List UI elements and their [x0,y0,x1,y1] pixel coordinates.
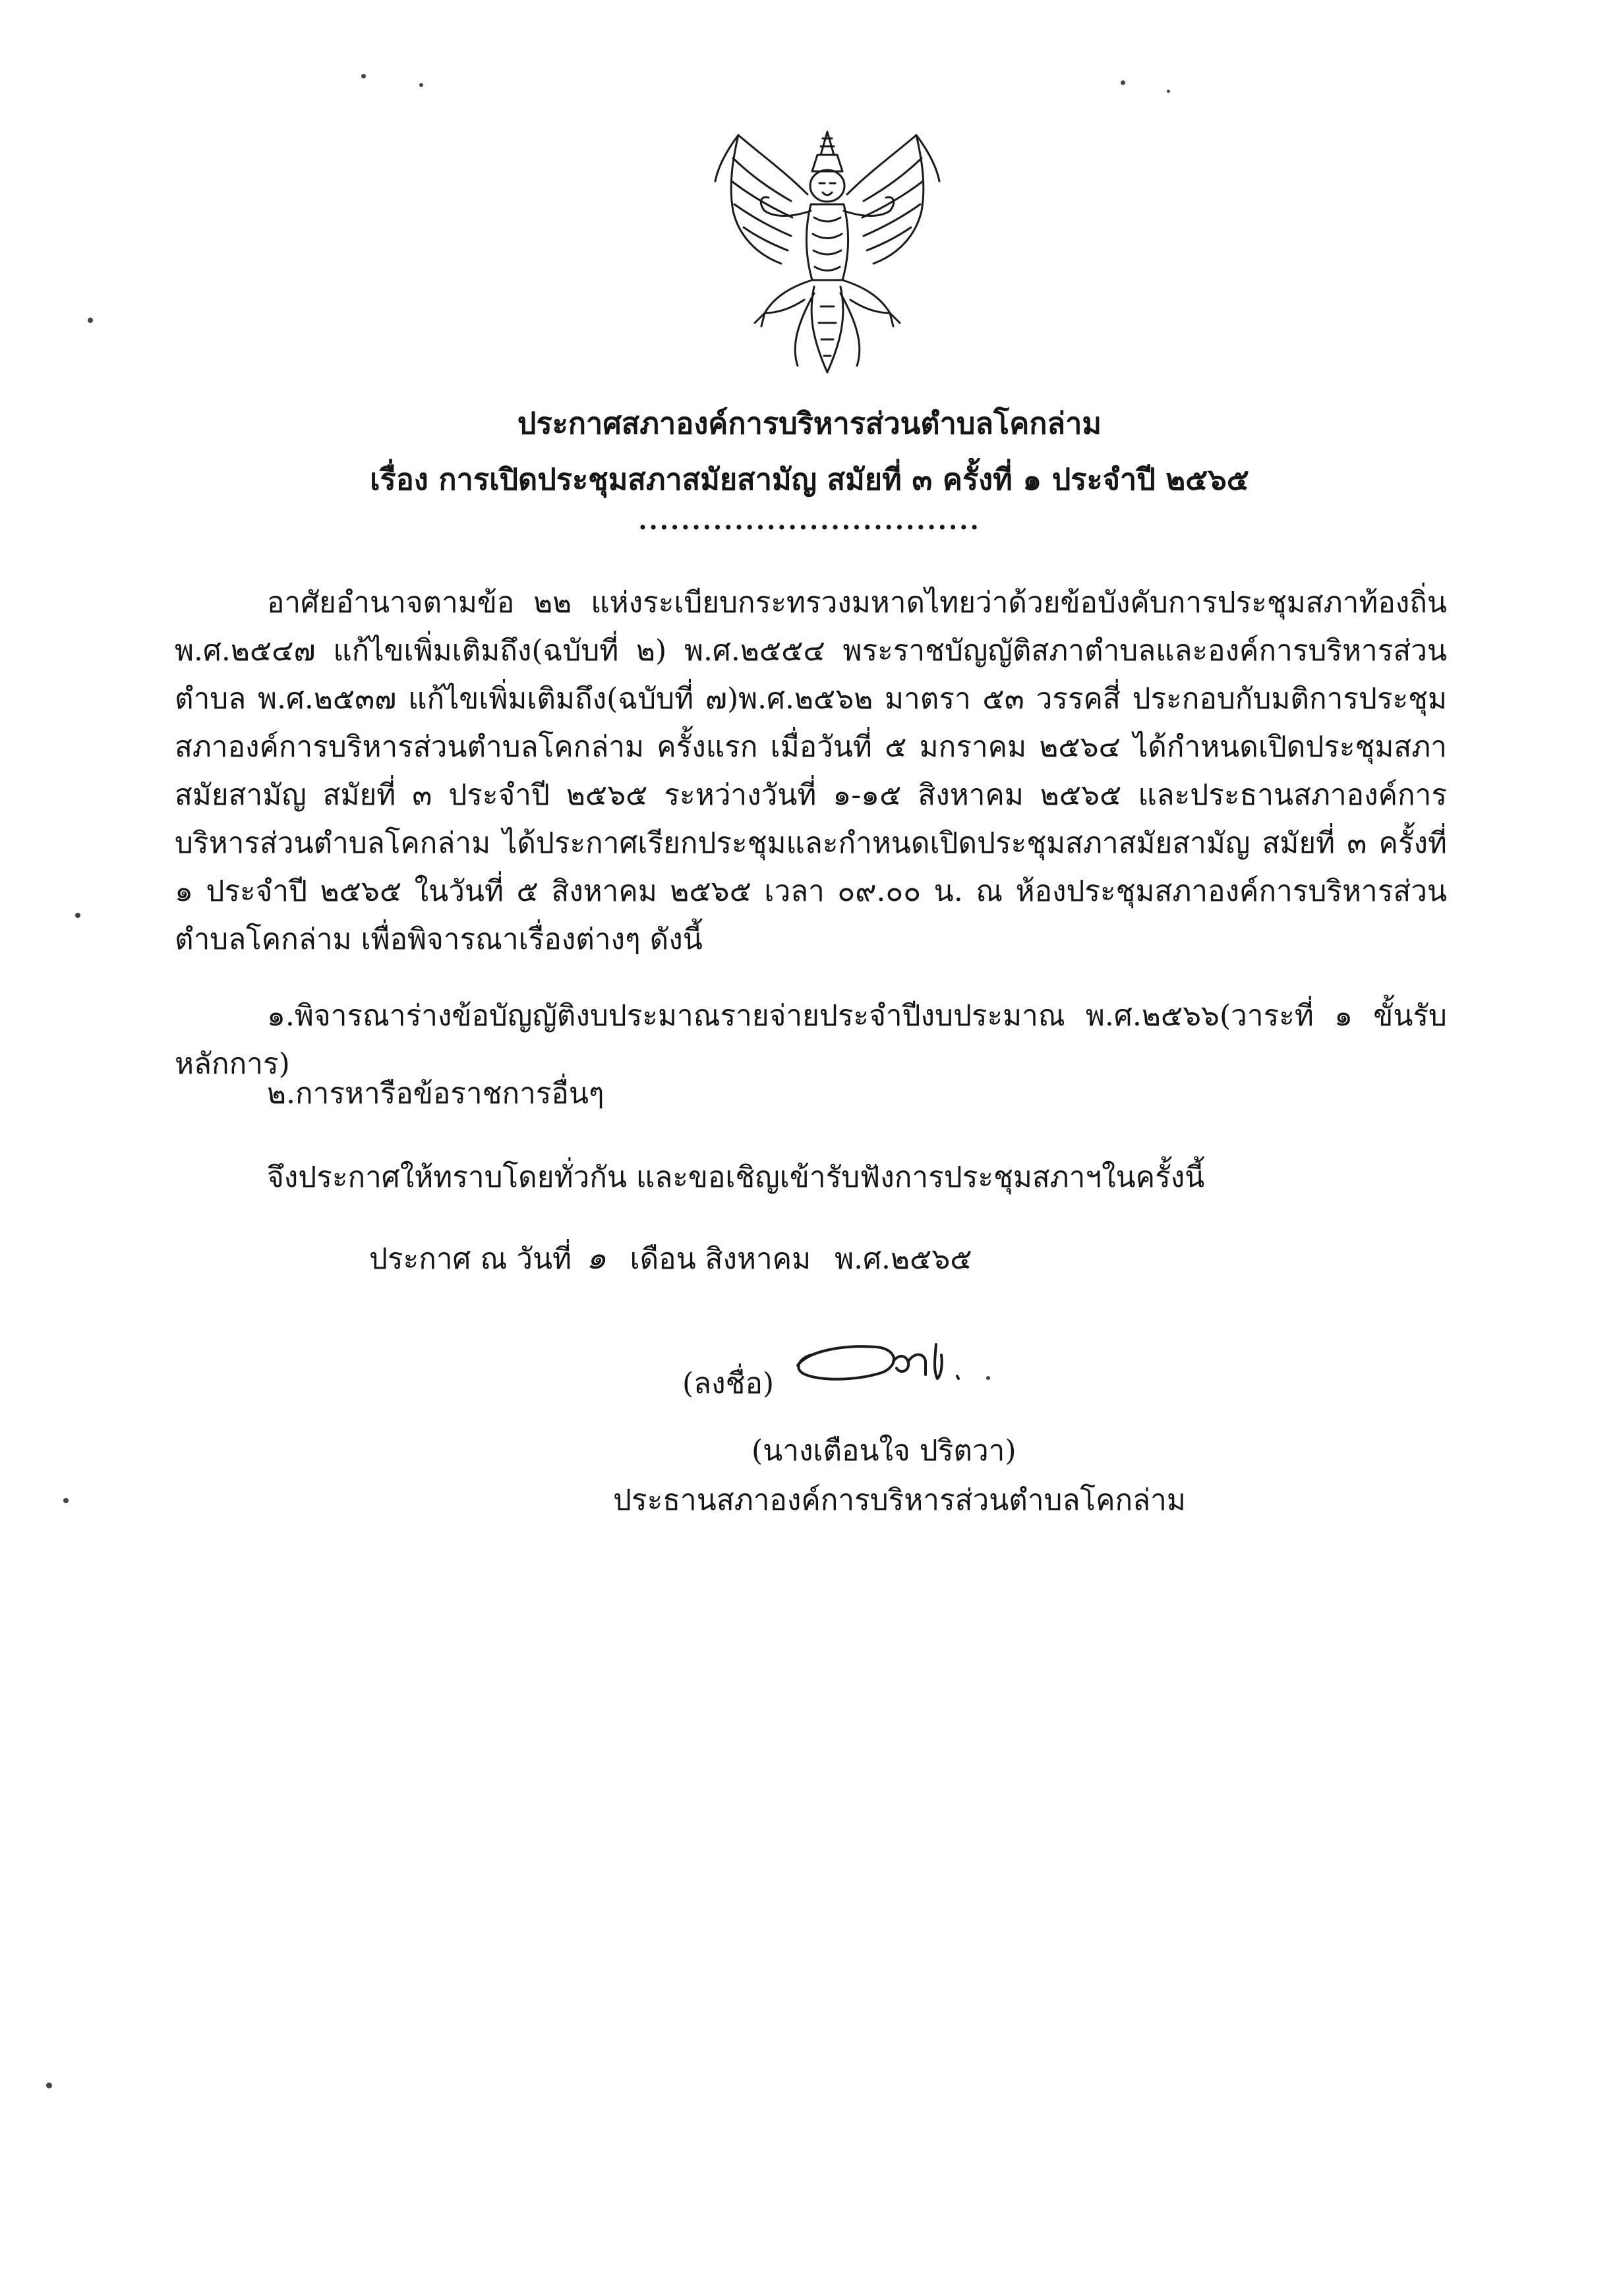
scan-speck [75,913,80,918]
signature-label: (ลงชื่อ) [682,1367,775,1400]
signature-stroke [784,1325,1002,1404]
announcement-subject: เรื่อง การเปิดประชุมสภาสมัยสามัญ สมัยที่ ๓ ครั้งที่ ๑ ประจำปี ๒๕๖๕ [370,462,1249,497]
scan-speck [88,318,93,323]
date-day-handwritten: ๑ [586,1240,606,1277]
scan-speck [63,1498,69,1503]
date-year: พ.ศ.๒๕๖๕ [835,1242,972,1276]
announcement-title: ประกาศสภาองค์การบริหารส่วนตำบลโคกล่าม [517,406,1102,441]
garuda-emblem-icon [692,119,962,382]
scan-speck [419,83,423,87]
signer-position: ประธานสภาองค์การบริหารส่วนตำบลโคกล่าม [613,1483,1186,1517]
handwritten-signature [784,1325,1002,1404]
scan-speck [46,2082,52,2088]
scan-speck [361,74,366,78]
date-prefix: ประกาศ ณ วันที่ [369,1242,572,1276]
garuda-emblem-drawing [692,119,962,382]
scan-speck [986,1376,990,1380]
announcement-date [369,1234,972,1283]
scan-speck [1121,80,1125,85]
body-paragraph: อาศัยอำนาจตามข้อ ๒๒ แห่งระเบียบกระทรวงมหาดไทยว่าด้วยข้อบังคับการประชุมสภาท้องถิ่น พ.ศ.๒๕๔๗ แก้ไขเพิ่มเติมถึง(ฉบับที่ ๒) พ.ศ.๒๕๕๔ พระราชบัญญัติสภาตำบลและองค์การบริหารส่วนตำบล พ.ศ.๒๕๓๗ แก้ไขเพิ่มเติมถึง(ฉบับที่ ๗)พ.ศ.๒๕๖๒ มาตรา ๕๓ วรรคสี่ ประกอบกับมติการประชุมสภาองค์การบริหารส่วนตำบลโคกล่าม ครั้งแรก เมื่อวันที่ ๕ มกราคม ๒๕๖๔ ได้กำหนดเปิดประชุมสภา สมัยสามัญ สมัยที่ ๓ ประจำปี ๒๕๖๕ ระหว่างวันที่ ๑-๑๕ สิงหาคม ๒๕๖๕ และประธานสภาองค์การบริหารส่วนตำบลโคกล่าม ได้ประกาศเรียกประชุมและกำหนดเปิดประชุมสภาสมัยสามัญ สมัยที่ ๓ ครั้งที่ ๑ ประจำปี ๒๕๖๕ ในวันที่ ๕ สิงหาคม ๒๕๖๕ เวลา ๐๙.๐๐ น. ณ ห้องประชุมสภาองค์การบริหารส่วนตำบลโคกล่าม เพื่อพิจารณาเรื่องต่างๆ ดังนี้ [175,586,1447,956]
date-month: เดือน สิงหาคม [630,1242,811,1276]
signer-name: (นางเตือนใจ ปริตวา) [751,1434,1016,1468]
agenda-item-1: ๑.พิจารณาร่างข้อบัญญัติงบประมาณรายจ่ายประจำปีงบประมาณ พ.ศ.๒๕๖๖(วาระที่ ๑ ขั้นรับหลักการ) [175,999,1447,1081]
agenda-item-2: ๒.การหารือข้อราชการอื่นๆ [267,1077,604,1110]
closing-statement: จึงประกาศให้ทราบโดยทั่วกัน และขอเชิญเข้ารับฟังการประชุมสภาฯในครั้งนี้ [267,1161,1205,1194]
dotted-separator: ................................ [638,505,981,535]
scan-speck [1167,90,1170,93]
